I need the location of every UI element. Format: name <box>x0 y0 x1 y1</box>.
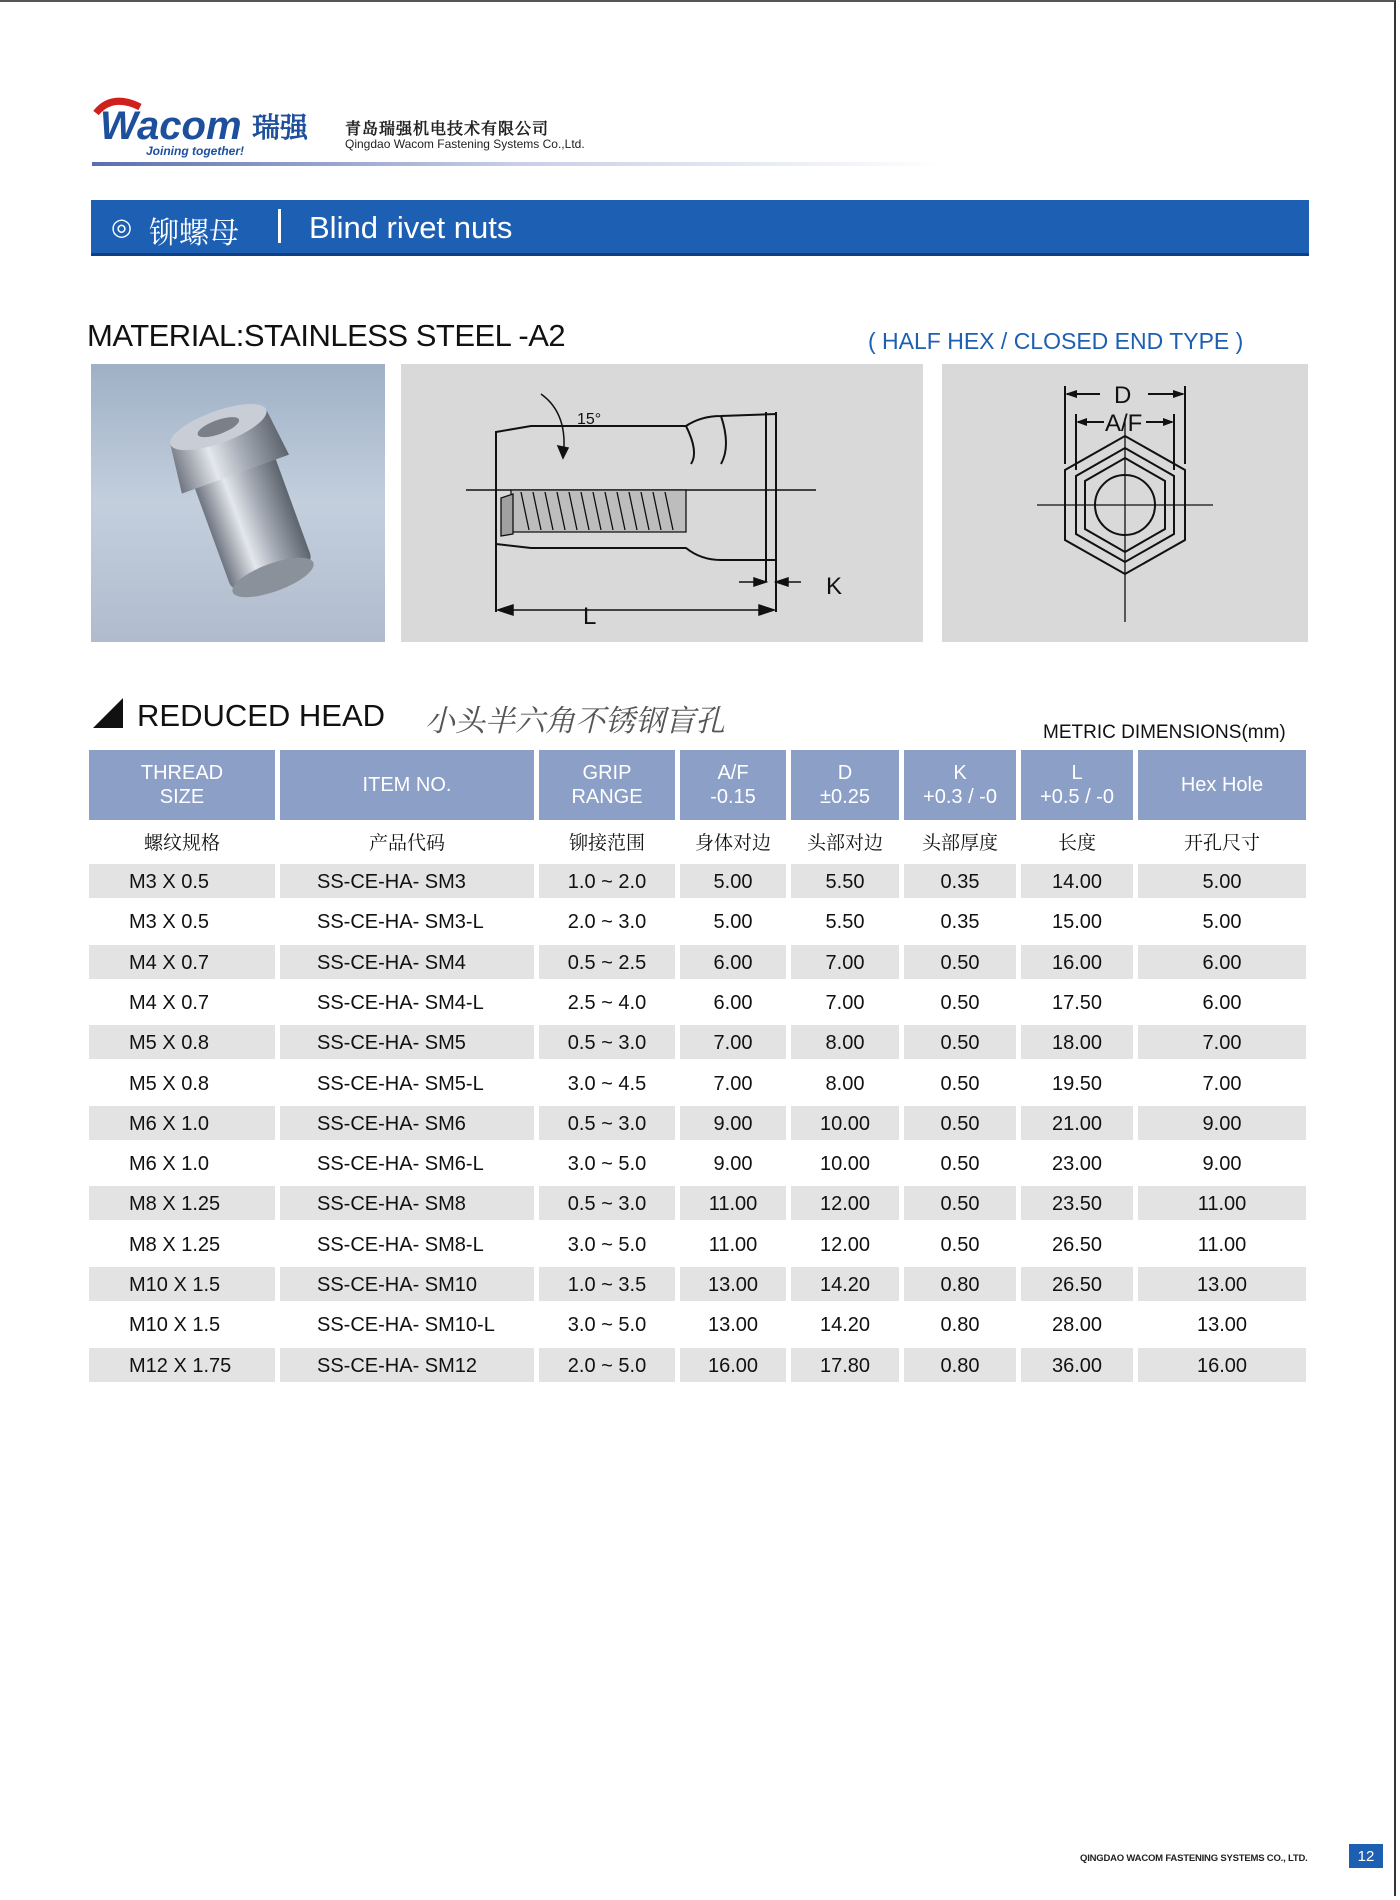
table-row <box>89 1025 1306 1059</box>
table-cell: 8.00 <box>791 1025 899 1059</box>
table-cell: SS-CE-HA- SM3 <box>280 864 534 898</box>
table-cell: 0.50 <box>904 1025 1016 1059</box>
table-cell: 19.50 <box>1051 1072 1103 1095</box>
logo-wordmark: Wacom <box>100 104 242 148</box>
table-row <box>89 1146 1306 1180</box>
table-cell: M6 X 1.0 <box>129 1153 210 1176</box>
column-header-line1: GRIP <box>582 762 632 784</box>
table-cell: 3.0 ~ 4.5 <box>567 1072 647 1095</box>
table-cell: 11.00 <box>680 1186 786 1220</box>
table-cell: 7.00 <box>1138 1025 1306 1059</box>
table-row <box>89 1227 1306 1261</box>
column-header-cn: 开孔尺寸 <box>1183 832 1260 854</box>
table-cell: 12.00 <box>791 1186 899 1220</box>
table-cell: M6 X 1.0 <box>89 1106 275 1140</box>
table-cell: 5.00 <box>1138 864 1306 898</box>
table-cell: 17.50 <box>1051 991 1103 1014</box>
table-row <box>89 1348 1306 1382</box>
company-logo <box>92 95 322 165</box>
table-cell: 14.20 <box>791 1267 899 1301</box>
table-cell: 0.5 ~ 3.0 <box>539 1106 675 1140</box>
table-cell: 12.00 <box>819 1233 871 1256</box>
type-label: ( HALF HEX / CLOSED END TYPE ) <box>868 328 1244 354</box>
company-name-en: Qingdao Wacom Fastening Systems Co.,Ltd. <box>345 137 585 151</box>
table-cell: 28.00 <box>1051 1314 1103 1337</box>
column-header-line1: L <box>1071 762 1083 784</box>
table-cell: 13.00 <box>707 1314 759 1337</box>
section-title-cn: 小头半六角不锈钢盲孔 <box>425 704 725 739</box>
table-cell: M3 X 0.5 <box>129 911 210 934</box>
column-header <box>539 750 675 820</box>
column-header-line2: RANGE <box>571 786 643 808</box>
table-cell: SS-CE-HA- SM4-L <box>317 991 484 1014</box>
table-cell: 10.00 <box>791 1106 899 1140</box>
table-cell: 0.5 ~ 2.5 <box>539 945 675 979</box>
table-cell: 14.20 <box>819 1314 871 1337</box>
table-cell: 7.00 <box>1202 1072 1242 1095</box>
table-cell: 6.00 <box>680 945 786 979</box>
triangle-bullet-icon <box>93 698 123 728</box>
table-cell: M4 X 0.7 <box>89 945 275 979</box>
table-cell: 11.00 <box>1197 1233 1247 1256</box>
table-cell: 0.5 ~ 3.0 <box>539 1186 675 1220</box>
table-cell: 26.50 <box>1051 1233 1103 1256</box>
title-separator <box>278 209 281 243</box>
column-header-line1: Hex Hole <box>1180 774 1264 796</box>
column-header-cn: 产品代码 <box>368 832 445 854</box>
column-header-line2: ±0.25 <box>820 786 870 808</box>
table-cell: M12 X 1.75 <box>89 1348 275 1382</box>
table-cell: 0.50 <box>904 945 1016 979</box>
table-cell: 0.80 <box>940 1314 980 1337</box>
table-cell: 10.00 <box>819 1153 871 1176</box>
table-cell: 16.00 <box>1021 945 1133 979</box>
footer-company: QINGDAO WACOM FASTENING SYSTEMS CO., LTD. <box>1080 1853 1308 1864</box>
column-header <box>791 750 899 820</box>
column-header <box>904 750 1016 820</box>
column-header-cn: 长度 <box>1057 832 1096 854</box>
dim-d-label: D <box>1114 382 1132 409</box>
table-cell: M5 X 0.8 <box>129 1072 210 1095</box>
column-header <box>280 750 534 820</box>
column-header-line1: D <box>837 762 853 784</box>
table-cell: 0.50 <box>940 991 980 1014</box>
table-cell: 23.50 <box>1021 1186 1133 1220</box>
table-cell: 5.00 <box>1202 911 1242 934</box>
title-cn: 铆螺母 <box>149 216 239 251</box>
table-row <box>89 864 1306 898</box>
table-cell: M8 X 1.25 <box>129 1233 221 1256</box>
table-cell: 0.5 ~ 3.0 <box>539 1025 675 1059</box>
table-cell: SS-CE-HA- SM6 <box>280 1106 534 1140</box>
table-cell: 0.50 <box>940 1153 980 1176</box>
table-cell: SS-CE-HA- SM8 <box>280 1186 534 1220</box>
table-cell: 14.00 <box>1021 864 1133 898</box>
table-cell: M5 X 0.8 <box>89 1025 275 1059</box>
bullseye-icon: ◎ <box>111 214 132 241</box>
table-cell: 13.00 <box>1138 1267 1306 1301</box>
table-cell: 9.00 <box>1138 1106 1306 1140</box>
column-header-line1: A/F <box>717 762 749 784</box>
dim-l-label: L <box>583 603 597 630</box>
table-cell: 13.00 <box>1196 1314 1248 1337</box>
table-cell: M4 X 0.7 <box>129 991 210 1014</box>
table-cell: 9.00 <box>1202 1153 1242 1176</box>
column-header-line1: THREAD <box>140 762 224 784</box>
table-cell: 9.00 <box>680 1106 786 1140</box>
table-cell: M10 X 1.5 <box>129 1314 221 1337</box>
column-header <box>1021 750 1133 820</box>
table-row <box>89 1106 1306 1140</box>
page-number: 12 <box>1349 1844 1383 1868</box>
table-cell: 11.00 <box>1138 1186 1306 1220</box>
table-cell: 0.35 <box>904 864 1016 898</box>
side-view-drawing <box>401 364 923 642</box>
table-cell: 16.00 <box>1138 1348 1306 1382</box>
table-cell: 6.00 <box>1202 991 1242 1014</box>
table-cell: 26.50 <box>1021 1267 1133 1301</box>
material-heading: MATERIAL:STAINLESS STEEL -A2 <box>87 318 566 353</box>
table-cell: 2.0 ~ 5.0 <box>539 1348 675 1382</box>
column-header-cn: 螺纹规格 <box>143 832 220 854</box>
table-cell: 36.00 <box>1021 1348 1133 1382</box>
title-bar <box>91 200 1309 256</box>
table-cell: 5.00 <box>713 911 753 934</box>
table-cell: SS-CE-HA- SM10 <box>280 1267 534 1301</box>
table-row <box>89 1066 1306 1100</box>
table-cell: SS-CE-HA- SM5 <box>280 1025 534 1059</box>
angle-label: 15° <box>577 411 602 428</box>
section-title-en: REDUCED HEAD <box>137 698 386 733</box>
column-header <box>680 750 786 820</box>
units-label: METRIC DIMENSIONS(mm) <box>1043 722 1286 743</box>
column-header-cn: 头部厚度 <box>921 832 998 854</box>
table-cell: 5.50 <box>791 864 899 898</box>
table-cell: 7.00 <box>713 1072 753 1095</box>
table-cell: 0.50 <box>940 1072 980 1095</box>
product-photo <box>91 364 385 642</box>
table-row <box>89 1307 1306 1341</box>
table-cell: 1.0 ~ 3.5 <box>539 1267 675 1301</box>
table-cell: M10 X 1.5 <box>89 1267 275 1301</box>
column-header <box>89 750 275 820</box>
logo-cn: 瑞强 <box>252 111 309 144</box>
dim-k-label: K <box>826 573 843 600</box>
table-cell: 0.80 <box>904 1348 1016 1382</box>
column-header-cn: 头部对边 <box>806 832 883 854</box>
column-header <box>1138 750 1306 820</box>
table-cell: 15.00 <box>1051 911 1103 934</box>
table-row <box>89 945 1306 979</box>
table-cell: 17.80 <box>791 1348 899 1382</box>
table-cell: 7.00 <box>680 1025 786 1059</box>
dim-af-label: A/F <box>1105 410 1143 437</box>
table-cell: M3 X 0.5 <box>89 864 275 898</box>
table-cell: 0.80 <box>904 1267 1016 1301</box>
table-row <box>89 904 1306 938</box>
table-cell: SS-CE-HA- SM3-L <box>317 911 484 934</box>
table-cell: SS-CE-HA- SM12 <box>280 1348 534 1382</box>
table-cell: 13.00 <box>680 1267 786 1301</box>
table-cell: 0.35 <box>940 911 980 934</box>
table-cell: 18.00 <box>1021 1025 1133 1059</box>
logo-tagline: Joining together! <box>146 144 244 158</box>
table-cell: 6.00 <box>1138 945 1306 979</box>
table-row <box>89 985 1306 1019</box>
table-cell: 0.50 <box>904 1186 1016 1220</box>
column-header-line1: ITEM NO. <box>362 774 452 796</box>
table-row <box>89 1267 1306 1301</box>
table-cell: 9.00 <box>713 1153 753 1176</box>
table-cell: 2.5 ~ 4.0 <box>567 991 647 1014</box>
column-header-line2: +0.3 / -0 <box>923 786 997 808</box>
column-header-line2: SIZE <box>159 786 205 808</box>
table-cell: 8.00 <box>825 1072 865 1095</box>
table-cell: 3.0 ~ 5.0 <box>567 1314 647 1337</box>
company-name-cn: 青岛瑞强机电技术有限公司 <box>345 119 550 138</box>
table-cell: 7.00 <box>791 945 899 979</box>
table-cell: 1.0 ~ 2.0 <box>539 864 675 898</box>
column-header-line2: +0.5 / -0 <box>1040 786 1114 808</box>
table-cell: 16.00 <box>680 1348 786 1382</box>
table-cell: SS-CE-HA- SM10-L <box>317 1314 495 1337</box>
table-cell: 3.0 ~ 5.0 <box>567 1153 647 1176</box>
table-cell: 11.00 <box>708 1233 758 1256</box>
table-cell: SS-CE-HA- SM5-L <box>317 1072 484 1095</box>
table-cell: 5.00 <box>680 864 786 898</box>
table-cell: 23.00 <box>1051 1153 1103 1176</box>
table-cell: 7.00 <box>825 991 865 1014</box>
table-cell: 2.0 ~ 3.0 <box>567 911 647 934</box>
table-cell: 21.00 <box>1021 1106 1133 1140</box>
column-header-line1: K <box>953 762 967 784</box>
end-view-drawing <box>942 364 1308 642</box>
table-cell: 0.50 <box>940 1233 980 1256</box>
title-en: Blind rivet nuts <box>309 210 513 245</box>
table-cell: SS-CE-HA- SM4 <box>280 945 534 979</box>
table-cell: 3.0 ~ 5.0 <box>567 1233 647 1256</box>
table-cell: SS-CE-HA- SM6-L <box>317 1153 484 1176</box>
header-divider <box>92 162 942 166</box>
table-cell: 0.50 <box>904 1106 1016 1140</box>
table-cell: 6.00 <box>713 991 753 1014</box>
column-header-cn: 身体对边 <box>694 832 771 854</box>
table-row <box>89 1186 1306 1220</box>
table-cell: M8 X 1.25 <box>89 1186 275 1220</box>
column-header-line2: -0.15 <box>710 786 756 808</box>
column-header-cn: 铆接范围 <box>568 832 645 854</box>
table-cell: 5.50 <box>825 911 865 934</box>
table-cell: SS-CE-HA- SM8-L <box>317 1233 484 1256</box>
